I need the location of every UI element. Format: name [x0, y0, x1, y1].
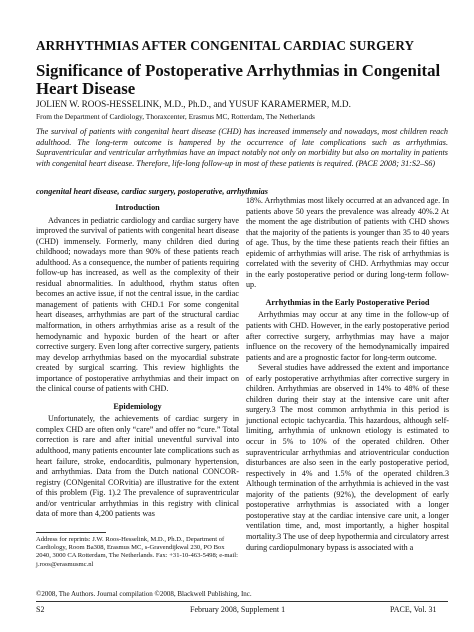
- keywords: congenital heart disease, cardiac surgery, postoperative, arrhythmias: [36, 187, 268, 196]
- early-postoperative-paragraph-2: Several studies have addressed the extent and importance of early postoperative arrhythmias after corrective surgery in children. Arrhythmias are observed in 14% to 48% of these children during their stay at the intensive care unit after surgery.3 The most common arrhythmia in this period is junctional ectopic tachycardia. This hazardous, although self-limiting, arrhythmia of unknown etiology is estimated to occur in 5% to 10% of the operated children. Other supraventricular arrhythmias and atrioventricular conduction disturbances are also seen in the early postoperative period, respectively in 4% and 1.5% of the operated children.3 Although termination of the arrhythmia is achieved in the vast majority of the patients (92%), the development of early postoperative arrhythmias is associated with a longer postoperative stay at the cardiac intensive care unit, a longer ventilation time, and, most importantly, a higher hospital mortality.3 The use of deep hypothermia and circulatory arrest during cardiopulmonary bypass is associated with a: [246, 363, 449, 552]
- abstract: The survival of patients with congenital heart disease (CHD) has increased immensely and nowadays, most children reach adulthood. The long-term outcome is hampered by the occurrence of late complications such as arrhythmias. Supraventricular and ventricular arrhythmias have an impact notably not only on morbidity but also on mortality in patients with congenital heart disease. Therefore, life-long follow-up in most of these patients is required. (PACE 2008; 31:S2–S6): [36, 127, 448, 168]
- epidemiology-heading: Epidemiology: [113, 401, 162, 411]
- issue-date: February 2008, Supplement 1: [190, 605, 286, 614]
- affiliation: From the Department of Cardiology, Thoraxcenter, Erasmus MC, Rotterdam, The Netherlands: [36, 112, 315, 121]
- introduction-heading: Introduction: [115, 203, 160, 212]
- reprint-footnote: Address for reprints: J.W. Roos-Hesselink, M.D., Ph.D., Department of Cardiology, Room Ba308, Erasmus MC, s-Gravendijkwal 230, PO Box 2040, 3000 CA Rotterdam, The Netherlands. Fax: +31-10-463-5498; e-mail: j.roos@erasmusmc.nl: [36, 536, 238, 568]
- continued-paragraph: 18%. Arrhythmias most likely occurred at an advanced age. In patients above 50 years the prevalence was already 40%.2 At the moment the age distribution of patients with CHD shows that the majority of the patients is younger than 35 to 40 years of age. Thus, by the time these patients reach their fifties an epidemic of arrhythmias will arise. The risk of arrhythmias is correlated with the severity of CHD. Arrhythmias may occur in the early postoperative period or during long-term follow-up.: [246, 196, 449, 290]
- journal-volume: PACE, Vol. 31: [390, 605, 437, 614]
- left-column: [36, 196, 239, 520]
- page-number: S2: [36, 605, 45, 614]
- footer-rule: [36, 601, 448, 602]
- copyright-notice: ©2008, The Authors. Journal compilation ©2008, Blackwell Publishing, Inc.: [36, 590, 252, 598]
- introduction-paragraph: Advances in pediatric cardiology and cardiac surgery have improved the survival of patients with congenital heart disease (CHD) immensely. Formerly, many children died during childhood; nowadays more than 90% of these patients reach adulthood. As a consequence, the number of patients requiring follow-up has increased, as well as the complexity of their residual abnormalities. In adulthood, rhythm status often becomes an active issue, if not the central issue, in the cardiac management of patients with CHD.1 For some congenital heart diseases, arrhythmias are part of the structural cardiac malformation, in others arrhythmias arise as a result of the hemodynamic and hypoxic burden of the heart or after corrective surgery. Even long after corrective surgery, patients may develop arrhythmias based on the myocardial substrate created by surgical scarring. This review highlights the importance of postoperative arrhythmias and their impact on the clinical course of patients with CHD.: [36, 215, 239, 394]
- right-column: [246, 196, 449, 553]
- early-postoperative-paragraph-1: Arrhythmias may occur at any time in the follow-up of patients with CHD. However, in the early postoperative period after corrective surgery, arrhythmias may have a major influence on the recovery of the hemodynamically impaired patients and are a prognostic factor for long-term outcome.: [246, 310, 449, 362]
- early-postoperative-heading: Arrhythmias in the Early Postoperative Period: [265, 297, 430, 307]
- authors: JOLIEN W. ROOS-HESSELINK, M.D., Ph.D., and YUSUF KARAMERMER, M.D.: [36, 99, 351, 109]
- epidemiology-paragraph: Unfortunately, the achievements of cardiac surgery in complex CHD are often only “care” and offer no “cure.” Total correction is rare and after initial uneventful survival into adulthood, many patients encounter late complications such as heart failure, stroke, endocarditis, pulmonary hypertension, and arrhythmias. Data from the Dutch national CONCOR-registry (CONgenital CORvitia) are illustrative for the extent of this problem (Fig. 1).2 The prevalence of supraventricular and/or ventricular arrhythmias in this registry with clinical data of more than 4,200 patients was: [36, 414, 239, 519]
- footnote-divider: [36, 532, 106, 533]
- section-heading: ARRHYTHMIAS AFTER CONGENITAL CARDIAC SURGERY: [36, 38, 415, 53]
- article-title: Significance of Postoperative Arrhythmias in Congenital Heart Disease: [36, 61, 441, 98]
